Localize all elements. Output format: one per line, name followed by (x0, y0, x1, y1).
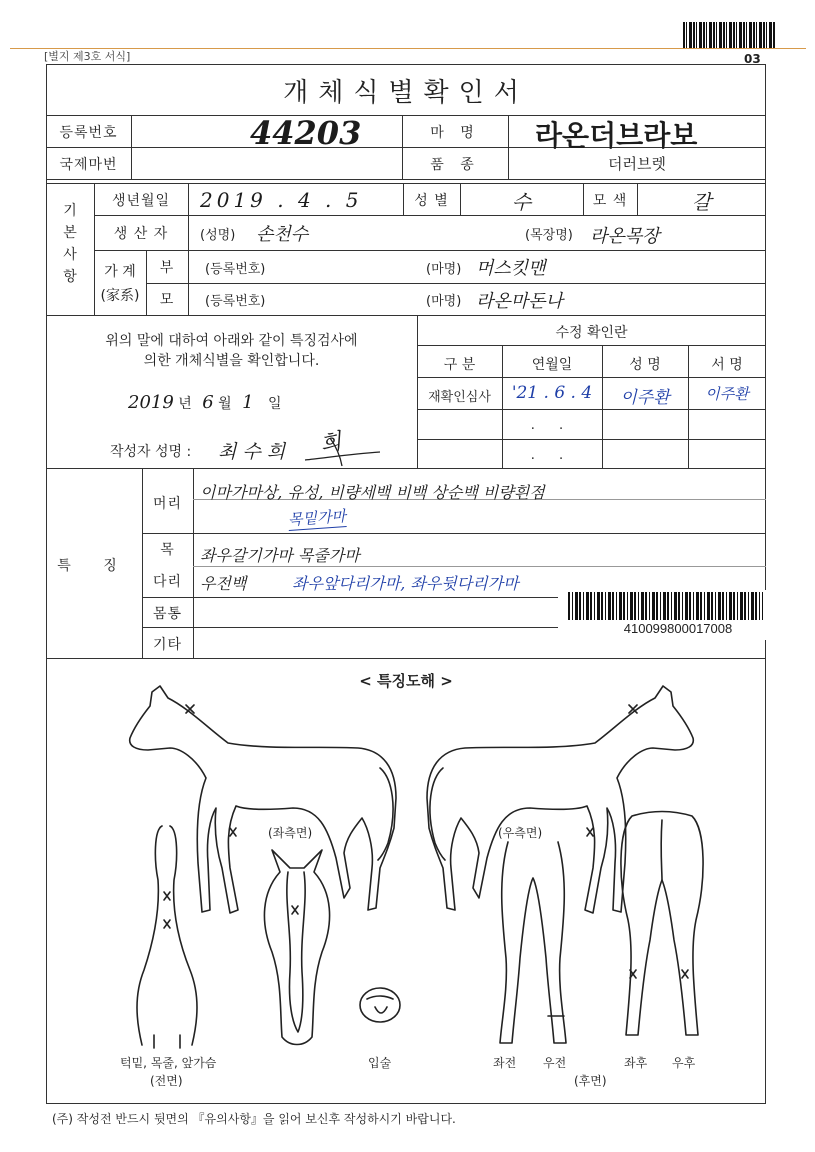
leg-value: 우전백 (200, 574, 247, 593)
amend-row-category: 재확인심사 (428, 390, 491, 405)
breeder-name-prefix: (성명) (200, 228, 236, 243)
farm-prefix: (목장명) (525, 228, 573, 243)
reg-no-value: 44203 (250, 114, 362, 152)
statement-line2: 의한 개체식별을 확인합니다. (143, 353, 320, 369)
sire-name-value: 머스킷맨 (476, 258, 546, 279)
dam-name-value: 라온마돈나 (476, 291, 563, 312)
horse-name-label: 마 명 (430, 125, 480, 141)
reg-no-label: 등록번호 (59, 125, 118, 141)
basic-section-label: 기본사항 (63, 203, 77, 285)
etc-label: 기타 (152, 637, 183, 653)
horse-front-view (124, 820, 214, 1050)
neck-added: 목밑가마 (287, 507, 347, 529)
footer-note: (주) 작성전 반드시 뒷면의 『유의사항』을 읽어 보신후 작성하시기 바랍니다. (52, 1112, 456, 1126)
neck-label: 목 (160, 542, 175, 558)
barcode-number: 410099800017008 (623, 621, 733, 636)
confirm-date: 2019 년 6 월 1 일 (128, 392, 282, 413)
barcode-bars (568, 592, 763, 620)
author-value: 최 수 희 (218, 441, 286, 463)
birth-value: 2019 . 4 . 5 (200, 188, 363, 212)
dam-name-prefix: (마명) (426, 294, 462, 309)
amend-row-name: 이주환 (620, 388, 670, 408)
amend-row-date: '21 . 6 . 4 (511, 383, 593, 403)
diagram-title: < 특징도해 > (359, 672, 453, 690)
breeder-label: 생 산 자 (113, 226, 169, 242)
sex-value: 수 (511, 190, 532, 214)
coat-value: 갈 (691, 190, 712, 214)
amend-col-sign: 서 명 (711, 357, 743, 373)
author-label: 작성자 성명 : (110, 444, 192, 460)
hl-caption: 좌후 (624, 1056, 648, 1070)
amend-row-sign: 이주환 (705, 385, 749, 403)
head-value: 이마가마상, 유성, 비량세백 비백 상순백 비량흰점 (200, 483, 545, 502)
birth-label: 생년월일 (111, 193, 171, 209)
right-side-caption: (우측면) (498, 826, 543, 840)
signature-stroke (300, 430, 400, 470)
breed-label: 품 종 (430, 157, 480, 173)
front-caption-2: (전면) (150, 1074, 183, 1088)
breed-value: 더러브렛 (608, 155, 666, 173)
left-side-caption: (좌측면) (268, 826, 313, 840)
features-label: 특 징 (57, 558, 131, 574)
dam-label: 모 (159, 292, 175, 308)
intl-no-label: 국제마번 (59, 157, 118, 173)
leg-added: 좌우앞다리가마, 좌우뒷다리가마 (292, 574, 519, 593)
dam-reg-prefix: (등록번호) (205, 294, 266, 309)
author-signature: 희 (318, 429, 344, 458)
breeder-name-value: 손천수 (256, 224, 309, 245)
coat-label: 모 색 (592, 193, 628, 209)
front-caption-1: 턱밑, 목줄, 앞가슴 (120, 1056, 217, 1070)
sex-label: 성 별 (414, 193, 449, 209)
horse-lips-view (355, 985, 405, 1030)
barcode-sticker (558, 590, 768, 640)
sire-reg-prefix: (등록번호) (205, 262, 266, 277)
sire-name-prefix: (마명) (426, 262, 462, 277)
hr-caption: 우후 (672, 1056, 696, 1070)
amend-row3-date: . . (530, 448, 574, 463)
horse-rear-view (612, 810, 712, 1040)
farm-value: 라온목장 (590, 226, 660, 247)
amend-col-name: 성 명 (629, 357, 661, 373)
pedigree-label: 가 계 (家系) (100, 264, 140, 304)
rear-caption: (후면) (574, 1074, 607, 1088)
fl-caption: 좌전 (493, 1056, 517, 1070)
sire-label: 부 (159, 260, 175, 276)
lip-caption: 입술 (368, 1056, 392, 1070)
fr-caption: 우전 (543, 1056, 567, 1070)
page-number: 03 (744, 52, 761, 66)
body-label: 몸통 (152, 606, 183, 622)
horse-front-legs (488, 838, 578, 1048)
leg-label: 다리 (152, 574, 183, 590)
horse-name-value: 라온더브라보 (535, 119, 698, 152)
amend-col-category: 구 분 (443, 357, 476, 373)
head-label: 머리 (152, 496, 183, 512)
statement-line1: 위의 말에 대하여 아래와 같이 특징검사에 (105, 333, 358, 349)
amend-row2-date: . . (530, 418, 574, 433)
amend-col-date: 연월일 (531, 357, 573, 373)
horse-face-view (252, 842, 342, 1052)
neck-value: 좌우갈기가마 목줄가마 (200, 546, 360, 565)
form-number: [별지 제3호 서식] (44, 50, 131, 63)
top-barcode (683, 22, 775, 48)
amend-title: 수정 확인란 (555, 325, 628, 341)
page-title: 개체식별확인서 (283, 78, 529, 108)
